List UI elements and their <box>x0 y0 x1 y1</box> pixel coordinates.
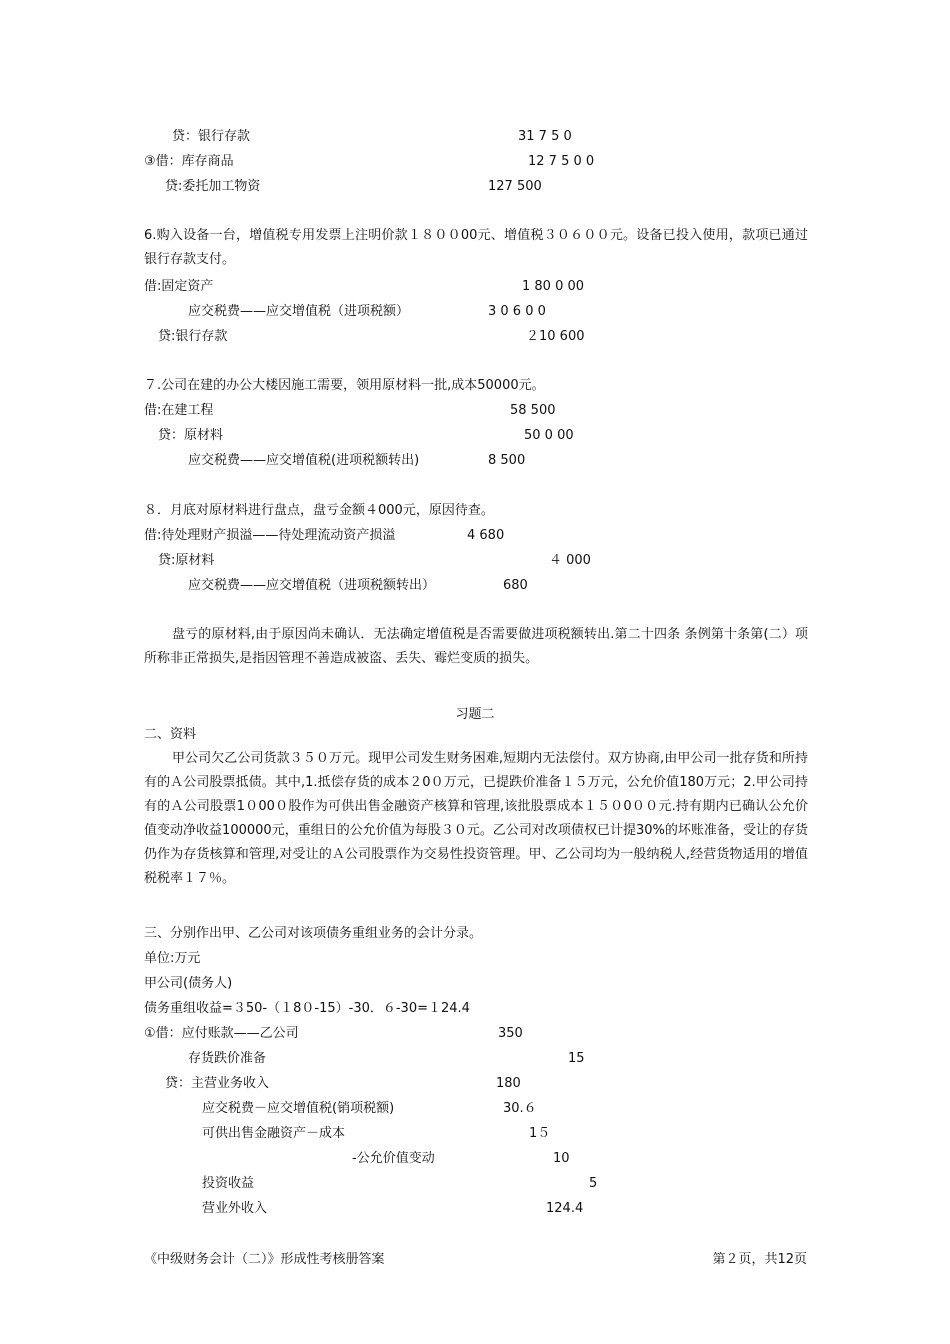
entry-amount: 3 0 6 0 0 <box>488 304 546 319</box>
entry-investment-income: 投资收益 <box>202 1176 255 1191</box>
entry-amount: 8 500 <box>488 453 526 468</box>
entry-amount: 10 <box>553 1151 570 1166</box>
debtor-label: 甲公司(债务人) <box>144 976 233 991</box>
entry-amount: 12 7 5 0 0 <box>528 154 595 169</box>
materials-paragraph: 甲公司欠乙公司货款３５０万元。现甲公司发生财务困难,短期内无法偿付。双方协商,由甲公司一批存货和所持有的Ａ公司股票抵债。其中,1.抵偿存货的成本２0０万元，已提跌价准备１５万元，公允价值180万元；2.甲公司持有的Ａ公司股票1０00０股作为可供出售金融资产核算和管理,该批股票成本１５０0００元.持有期内已确认公允价值变动净收益100000元，重组日的公允价值为每股３０元。乙公司对改项债权已计提30%的坏账准备，受让的存货仍作为存货核算和管理,对受让的Ａ公司股票作为交易性投资管理。甲、乙公司均为一般纳税人,经营货物适用的增值税税率１７％。 <box>144 751 808 886</box>
entry-credit-raw-materials: 贷:原材料 <box>158 553 215 568</box>
entry-amount: 50 0 00 <box>524 428 574 443</box>
entry-debit-pending-loss: 借:待处理财产损溢——待处理流动资产损溢 <box>144 528 396 543</box>
entry-amount: 30.６ <box>503 1101 537 1116</box>
entry-amount: 350 <box>498 1026 523 1041</box>
exercise-title: 习题二 <box>455 707 495 722</box>
entry-amount: 5 <box>589 1176 598 1191</box>
entry-debit-construction: 借:在建工程 <box>144 403 214 418</box>
entry-fair-value-change: -公允价值变动 <box>352 1151 435 1166</box>
entry-credit-consigned-processing: 贷:委托加工物资 <box>165 179 261 194</box>
unit-label: 单位:万元 <box>144 951 201 966</box>
entry-credit-bank-deposit: 贷:银行存款 <box>158 329 228 344</box>
entry-amount: 180 <box>496 1076 521 1091</box>
entry-amount: 31 7 5 0 <box>518 129 572 144</box>
entry-amount: 1 80 0 00 <box>522 279 585 294</box>
entry-debit-fixed-assets: 借:固定资产 <box>144 279 214 294</box>
restructuring-gain-formula: 债务重组收益=３50-（１8０-15）-30．６-30=１24.4 <box>144 1001 470 1016</box>
entry-credit-main-revenue: 贷：主营业务收入 <box>165 1076 270 1091</box>
entry-debit-inventory-goods: ③借：库存商品 <box>144 154 234 169</box>
entry-amount: 15 <box>568 1051 585 1066</box>
section-heading-entries: 三、分别作出甲、乙公司对该项债务重组业务的会计分录。 <box>144 926 483 941</box>
entry-vat-output: 应交税费－应交增值税(销项税额) <box>202 1101 395 1116</box>
note-paragraph: 盘亏的原材料,由于原因尚未确认．无法确定增值税是否需要做进项税额转出.第二十四条 条例第十条第(二）项所称非正常损失,是指因管理不善造成被盗、丢失、霉烂变质的损失。 <box>144 627 808 666</box>
entry-amount: 124.4 <box>546 1201 584 1216</box>
entry-debit-accounts-payable: ①借：应付账款——乙公司 <box>144 1026 299 1041</box>
entry-credit-bank-deposit: 贷：银行存款 <box>172 129 251 144</box>
question-6-text: 6.购入设备一台，增值税专用发票上注明价款１８００00元、增值税３０６００元。设备已投入使用，款项已通过银行存款支付。 <box>144 228 808 267</box>
entry-amount: 58 500 <box>510 403 556 418</box>
entry-non-operating-income: 营业外收入 <box>202 1201 268 1216</box>
question-7-title: ７.公司在建的办公大楼因施工需要，领用原材料一批,成本50000元。 <box>144 378 545 393</box>
entry-afs-cost: 可供出售金融资产－成本 <box>202 1126 346 1141</box>
footer-page-number: 第２页，共12页 <box>712 1252 807 1267</box>
entry-amount: 4 680 <box>467 528 505 543</box>
entry-vat-input-transfer: 应交税费——应交增值税(进项税额转出) <box>188 453 420 468</box>
entry-vat-input-transfer: 应交税费——应交增值税（进项税额转出） <box>188 578 436 593</box>
entry-inventory-impairment: 存货跌价准备 <box>188 1051 267 1066</box>
entry-vat-input: 应交税费——应交增值税（进项税额） <box>188 304 410 319</box>
entry-amount: ４ 000 <box>549 553 591 568</box>
section-heading-materials: 二、资料 <box>144 727 197 742</box>
footer-document-title: 《中级财务会计（二）》形成性考核册答案 <box>144 1252 385 1267</box>
entry-amount: 1５ <box>529 1126 551 1141</box>
entry-amount: 680 <box>503 578 528 593</box>
entry-amount: 127 500 <box>488 179 542 194</box>
entry-credit-raw-materials: 贷：原材料 <box>158 428 224 443</box>
question-8-title: ８．月底对原材料进行盘点，盘亏金额４000元，原因待查。 <box>144 503 494 518</box>
entry-amount: ２10 600 <box>526 329 585 344</box>
